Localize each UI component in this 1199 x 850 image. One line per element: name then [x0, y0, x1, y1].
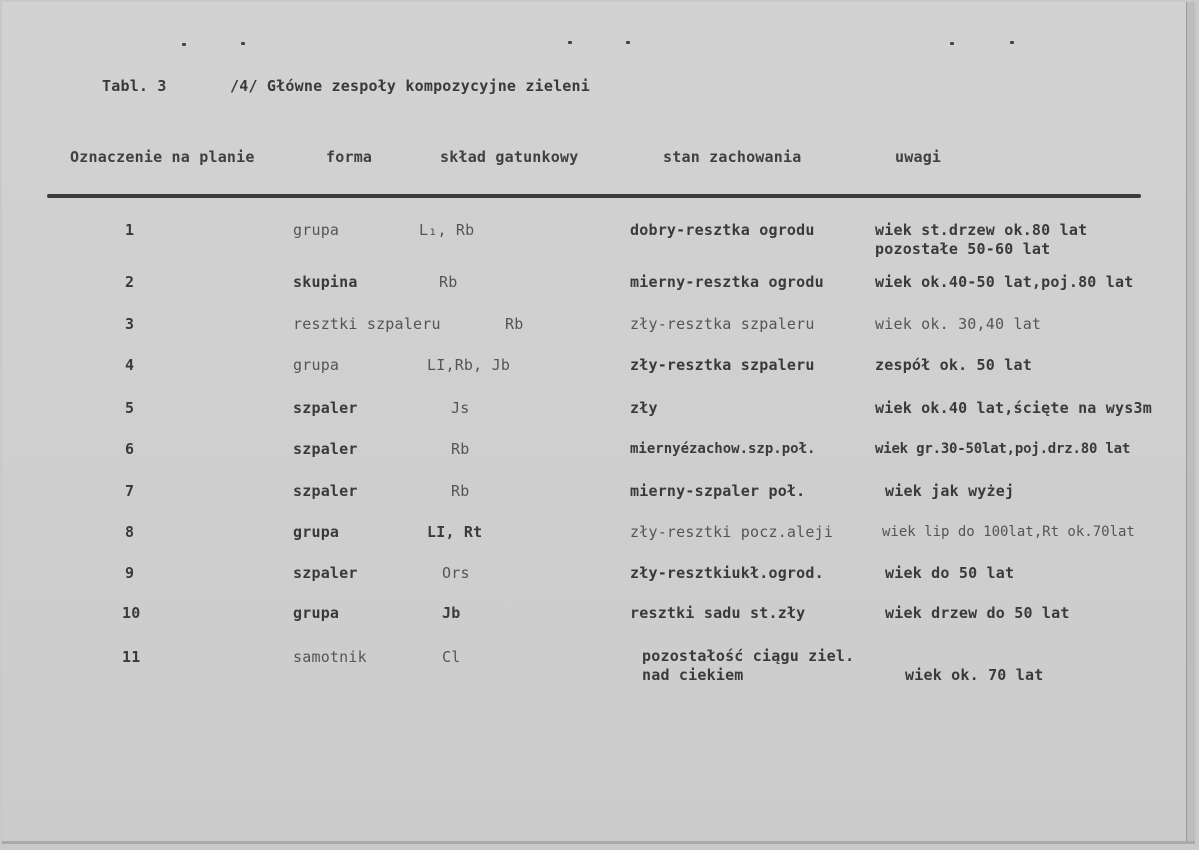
- header-stan: stan zachowania: [663, 148, 802, 166]
- header-oznaczenie: Oznaczenie na planie: [70, 148, 255, 166]
- cell-forma: grupa: [293, 604, 340, 622]
- cell-number: 10: [122, 604, 141, 622]
- cell-uwagi-continued: pozostałe 50-60 lat: [875, 240, 1051, 258]
- cell-stan: zły-resztkiukł.ogrod.: [630, 564, 824, 582]
- table-title: /4/ Główne zespoły kompozycyjne zieleni: [230, 77, 590, 95]
- cell-forma: grupa: [293, 523, 340, 541]
- cell-stan: zły-resztka szpaleru: [630, 315, 815, 333]
- cell-forma: grupa: [293, 356, 340, 374]
- cell-stan: miernyézachow.szp.poł.: [630, 441, 816, 457]
- cell-number: 5: [125, 399, 135, 417]
- cell-uwagi: wiek do 50 lat: [885, 564, 1015, 582]
- cell-sklad: Rb: [439, 273, 458, 291]
- cell-forma: samotnik: [293, 648, 367, 666]
- cell-forma: szpaler: [293, 482, 358, 500]
- cell-uwagi: wiek jak wyżej: [885, 482, 1015, 500]
- cell-stan: zły: [630, 399, 658, 417]
- cell-uwagi: wiek lip do 100lat,Rt ok.70lat: [882, 524, 1135, 540]
- cell-number: 6: [125, 440, 135, 458]
- header-rule: [47, 194, 1141, 198]
- cell-forma: szpaler: [293, 564, 358, 582]
- cell-sklad: Cl: [442, 648, 461, 666]
- cell-uwagi: wiek st.drzew ok.80 lat: [875, 221, 1088, 239]
- punch-mark: [241, 42, 245, 45]
- paper-edge: [2, 841, 1195, 844]
- cell-stan: zły-resztka szpaleru: [630, 356, 815, 374]
- cell-forma: skupina: [293, 273, 358, 291]
- cell-number: 7: [125, 482, 135, 500]
- cell-uwagi: wiek drzew do 50 lat: [885, 604, 1070, 622]
- cell-forma: szpaler: [293, 440, 358, 458]
- cell-number: 8: [125, 523, 135, 541]
- cell-forma: resztki szpaleru: [293, 315, 441, 333]
- cell-number: 1: [125, 221, 135, 239]
- cell-sklad: L₁, Rb: [419, 221, 475, 239]
- cell-number: 2: [125, 273, 135, 291]
- cell-number: 11: [122, 648, 141, 666]
- punch-mark: [1010, 41, 1014, 44]
- cell-uwagi: wiek ok. 30,40 lat: [875, 315, 1042, 333]
- cell-stan: mierny-szpaler poł.: [630, 482, 806, 500]
- cell-stan: dobry-resztka ogrodu: [630, 221, 815, 239]
- cell-uwagi: zespół ok. 50 lat: [875, 356, 1032, 374]
- cell-sklad: Js: [451, 399, 470, 417]
- cell-sklad: LI, Rt: [427, 523, 483, 541]
- document-page: [2, 2, 1195, 844]
- cell-stan: zły-resztki pocz.aleji: [630, 523, 834, 541]
- cell-forma: grupa: [293, 221, 340, 239]
- header-uwagi: uwagi: [895, 148, 942, 166]
- cell-stan: resztki sadu st.zły: [630, 604, 806, 622]
- cell-uwagi: wiek ok.40 lat,ścięte na wys3m: [875, 399, 1152, 417]
- cell-number: 9: [125, 564, 135, 582]
- cell-stan: mierny-resztka ogrodu: [630, 273, 824, 291]
- paper-edge: [1186, 2, 1195, 844]
- header-forma: forma: [326, 148, 373, 166]
- cell-stan-continued: nad ciekiem: [642, 666, 744, 684]
- cell-uwagi: wiek ok. 70 lat: [905, 666, 1044, 684]
- cell-uwagi: wiek gr.30-50lat,poj.drz.80 lat: [875, 441, 1131, 457]
- punch-mark: [626, 41, 630, 44]
- cell-sklad: Ors: [442, 564, 470, 582]
- cell-sklad: Rb: [451, 482, 470, 500]
- cell-number: 3: [125, 315, 135, 333]
- cell-forma: szpaler: [293, 399, 358, 417]
- cell-stan: pozostałość ciągu ziel.: [642, 647, 855, 665]
- punch-mark: [182, 43, 186, 46]
- cell-sklad: Jb: [442, 604, 461, 622]
- cell-number: 4: [125, 356, 135, 374]
- punch-mark: [950, 42, 954, 45]
- cell-sklad: Rb: [505, 315, 524, 333]
- cell-uwagi: wiek ok.40-50 lat,poj.80 lat: [875, 273, 1134, 291]
- table-number: Tabl. 3: [102, 77, 167, 95]
- cell-sklad: Rb: [451, 440, 470, 458]
- punch-mark: [568, 41, 572, 44]
- header-sklad: skład gatunkowy: [440, 148, 579, 166]
- cell-sklad: LI,Rb, Jb: [427, 356, 511, 374]
